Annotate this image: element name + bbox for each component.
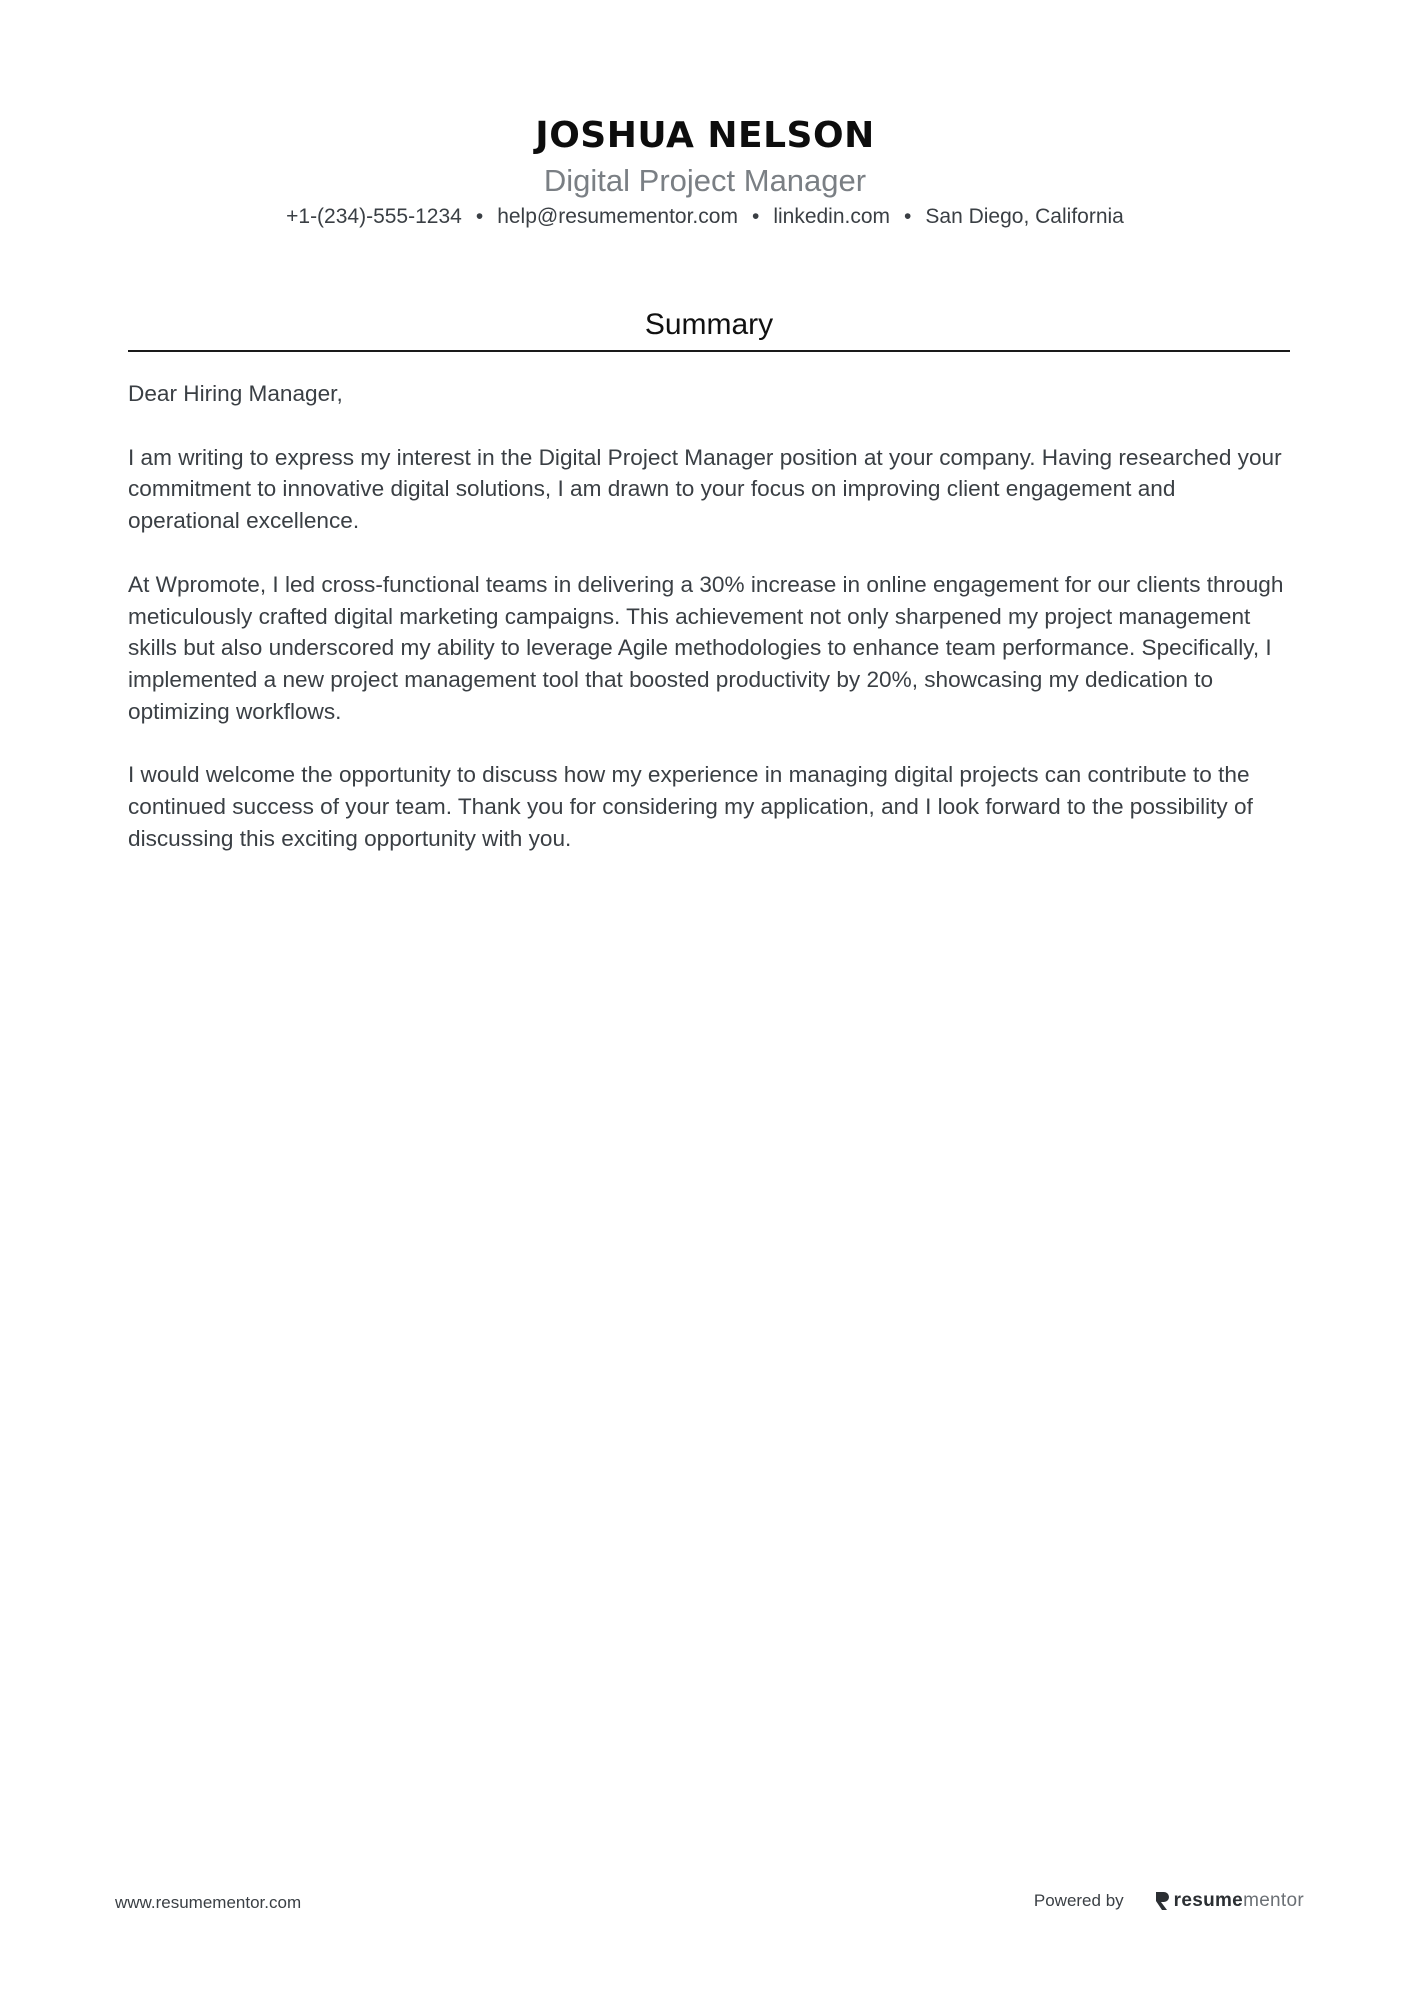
brand-name-part1: resume — [1173, 1890, 1244, 1911]
brand-logo — [1154, 1890, 1304, 1912]
powered-by-label: Powered by — [1033, 1891, 1124, 1910]
brand-name-part2: mentor — [1243, 1890, 1304, 1911]
contact-linkedin: linkedin.com — [773, 205, 891, 228]
section-divider — [128, 350, 1290, 352]
candidate-name: JOSHUA NELSON — [535, 115, 875, 156]
contact-phone: +1-(234)-555-1234 — [286, 205, 462, 228]
resume-header — [0, 112, 1410, 232]
footer-powered-by — [1034, 1890, 1304, 1912]
letter-paragraph-1: I am writing to express my interest in the Digital Project Manager position at your company. Having researched your commitment to innovative digital solutions, I am drawn to your focus on improving client engagement and operational excellence. — [128, 444, 1282, 534]
separator-dot: • — [475, 205, 484, 228]
footer-website: www.resumementor.com — [115, 1893, 302, 1912]
job-title: Digital Project Manager — [543, 163, 867, 198]
contact-location: San Diego, California — [925, 205, 1124, 228]
contact-line — [0, 202, 1410, 232]
contact-email: help@resumementor.com — [497, 205, 738, 228]
letter-paragraph-3: I would welcome the opportunity to discuss how my experience in managing digital projects can contribute to the continued success of your team. Thank you for considering my application, and I look forward to the possibility of discussing this exciting opportunity with you. — [128, 762, 1253, 851]
resumementor-logo-icon — [1154, 1891, 1170, 1911]
letter-paragraph-2: At Wpromote, I led cross-functional teams in delivering a 30% increase in online engagement for our clients through meticulously crafted digital marketing campaigns. This achievement not only sharpened my project management skills but also underscored my ability to leverage Agile methodologies to enhance team performance. Specifically, I implemented a new project management tool that boosted productivity by 20%, showcasing my dedication to optimizing workflows. — [128, 571, 1284, 724]
section-title-summary: Summary — [644, 308, 774, 341]
separator-dot: • — [751, 205, 760, 228]
separator-dot: • — [904, 205, 912, 228]
letter-greeting: Dear Hiring Manager, — [128, 381, 343, 406]
cover-letter-body — [128, 378, 1290, 886]
